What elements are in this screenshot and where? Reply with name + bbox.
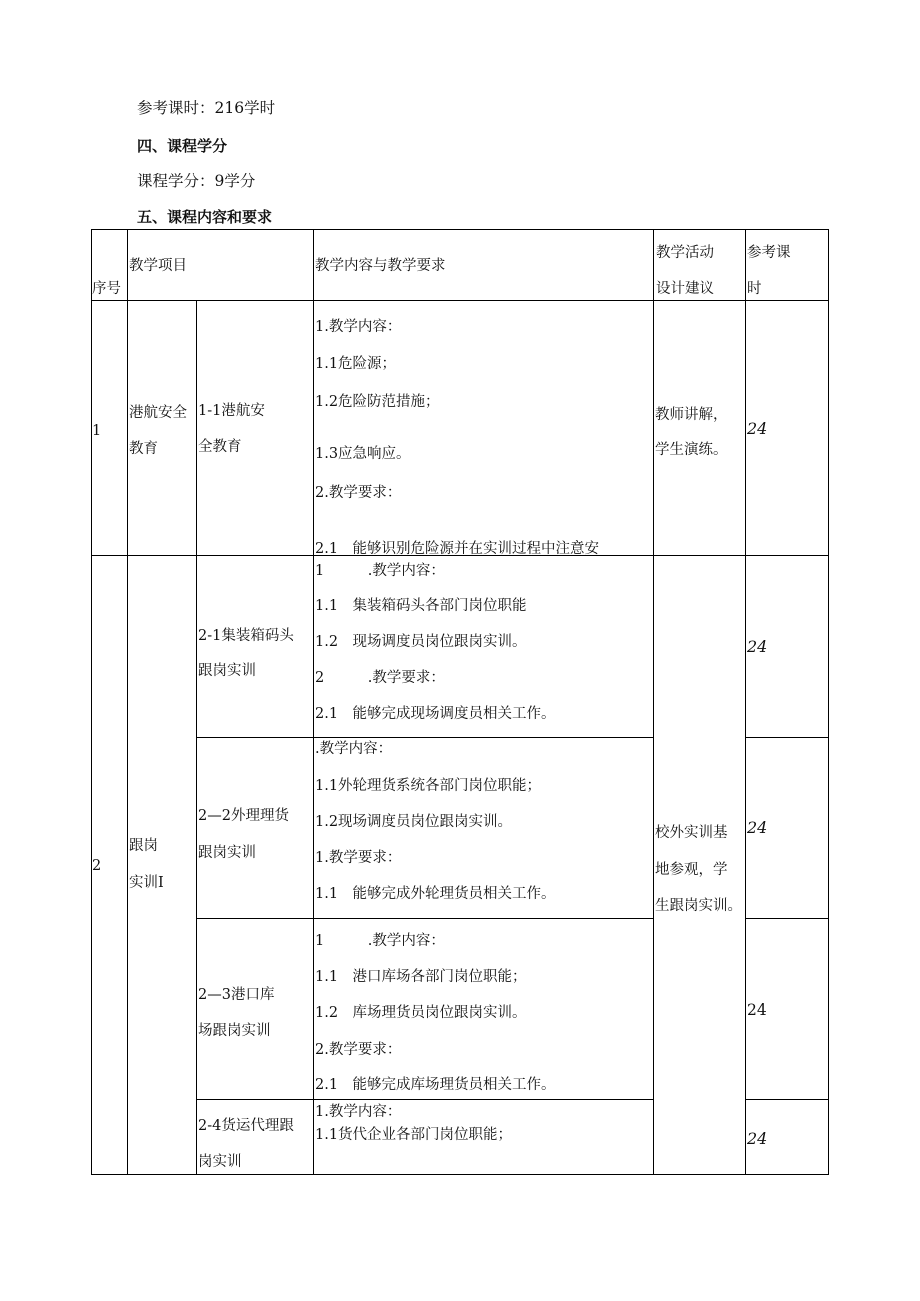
row2-3-sub-line1: 2—3港口库 <box>198 987 275 1003</box>
row1-project-line2: 教育 <box>129 441 158 457</box>
row1-activity-line2: 学生演练。 <box>655 442 728 458</box>
credits-line: 课程学分：9学分 <box>137 172 256 190</box>
header-activity-line2: 设计建议 <box>656 281 714 297</box>
row2-3-content-line: 2.1 能够完成库场理货员相关工作。 <box>315 1077 556 1093</box>
row2-2-content-line: 1.教学要求： <box>315 850 402 866</box>
row2-1-content-line: 1.1 集装箱码头各部门岗位职能 <box>315 598 527 614</box>
section-5-heading: 五、课程内容和要求 <box>137 208 273 226</box>
row2-3-hours: 24 <box>747 1001 767 1019</box>
row2-3-content-line: 1 .教学内容： <box>315 933 445 949</box>
row1-hours: 24 <box>747 419 768 438</box>
row2-4-sub-line1: 2-4货运代理跟 <box>198 1118 294 1134</box>
row1-seq: 1 <box>92 423 102 439</box>
row1-sub-line2: 全教育 <box>198 439 242 455</box>
row2-2-hours: 24 <box>747 818 768 837</box>
header-seq: 序号 <box>92 281 121 297</box>
row1-sub-line1: 1-1港航安 <box>198 403 265 419</box>
row2-3-content-line: 1.2 库场理货员岗位跟岗实训。 <box>315 1005 527 1021</box>
row2-3-content-line: 1.1 港口库场各部门岗位职能； <box>315 969 527 985</box>
row1-content-cell <box>313 301 653 555</box>
row2-3-content-line: 2.教学要求： <box>315 1042 402 1058</box>
header-content: 教学内容与教学要求 <box>315 258 446 274</box>
row1-content-line: 1.教学内容： <box>315 319 402 335</box>
row2-activity-line3: 生跟岗实训。 <box>655 898 742 914</box>
row2-1-content-line: 1.2 现场调度员岗位跟岗实训。 <box>315 634 527 650</box>
row2-1-sub-line2: 跟岗实训 <box>198 663 256 679</box>
row1-content-line: 2.1 能够识别危险源并在实训过程中注意安 <box>315 541 600 555</box>
row2-4-hours: 24 <box>747 1129 768 1148</box>
row1-project-line1: 港航安全 <box>129 405 187 421</box>
row2-1-hours: 24 <box>747 637 768 656</box>
row2-2-content-line: 1.1 能够完成外轮理货员相关工作。 <box>315 886 556 902</box>
section-4-heading: 四、课程学分 <box>137 137 228 155</box>
row2-activity-line1: 校外实训基 <box>655 825 728 841</box>
row2-2-content-line: .教学内容： <box>315 741 393 757</box>
row1-content-line: 1.1危险源； <box>315 356 397 372</box>
row2-2-sub-line1: 2—2外理理货 <box>198 808 289 824</box>
row2-1-sub-line1: 2-1集装箱码头 <box>198 628 294 644</box>
header-project: 教学项目 <box>129 258 187 274</box>
row2-4-content-line: 1.1货代企业各部门岗位职能； <box>315 1127 513 1143</box>
header-activity-line1: 教学活动 <box>656 245 714 261</box>
row1-content-line: 2.教学要求： <box>315 485 402 501</box>
row2-4-content-line: 1.教学内容： <box>315 1104 402 1120</box>
row2-project-line1: 跟岗 <box>129 838 158 854</box>
row1-activity-line1: 教师讲解， <box>655 407 728 423</box>
row2-activity-line2: 地参观，学 <box>655 862 728 878</box>
row2-1-content-line: 2.1 能够完成现场调度员相关工作。 <box>315 706 556 722</box>
header-hours-line1: 参考课 <box>747 245 791 261</box>
row2-project-line2: 实训I <box>129 875 164 891</box>
header-hours-line2: 时 <box>747 281 762 297</box>
row2-1-content-line: 2 .教学要求： <box>315 670 445 686</box>
row1-content-line: 1.2危险防范措施； <box>315 394 440 410</box>
row1-content-line: 1.3应急响应。 <box>315 446 411 462</box>
row2-1-content-line: 1 .教学内容： <box>315 563 445 579</box>
row2-seq: 2 <box>92 858 102 874</box>
reference-hours-line: 参考课时：216学时 <box>137 99 276 117</box>
row2-2-sub-line2: 跟岗实训 <box>198 845 256 861</box>
row2-4-sub-line2: 岗实训 <box>198 1154 242 1170</box>
row2-2-content-line: 1.1外轮理货系统各部门岗位职能； <box>315 778 542 794</box>
row2-3-sub-line2: 场跟岗实训 <box>198 1023 271 1039</box>
row2-2-content-line: 1.2现场调度员岗位跟岗实训。 <box>315 814 513 830</box>
